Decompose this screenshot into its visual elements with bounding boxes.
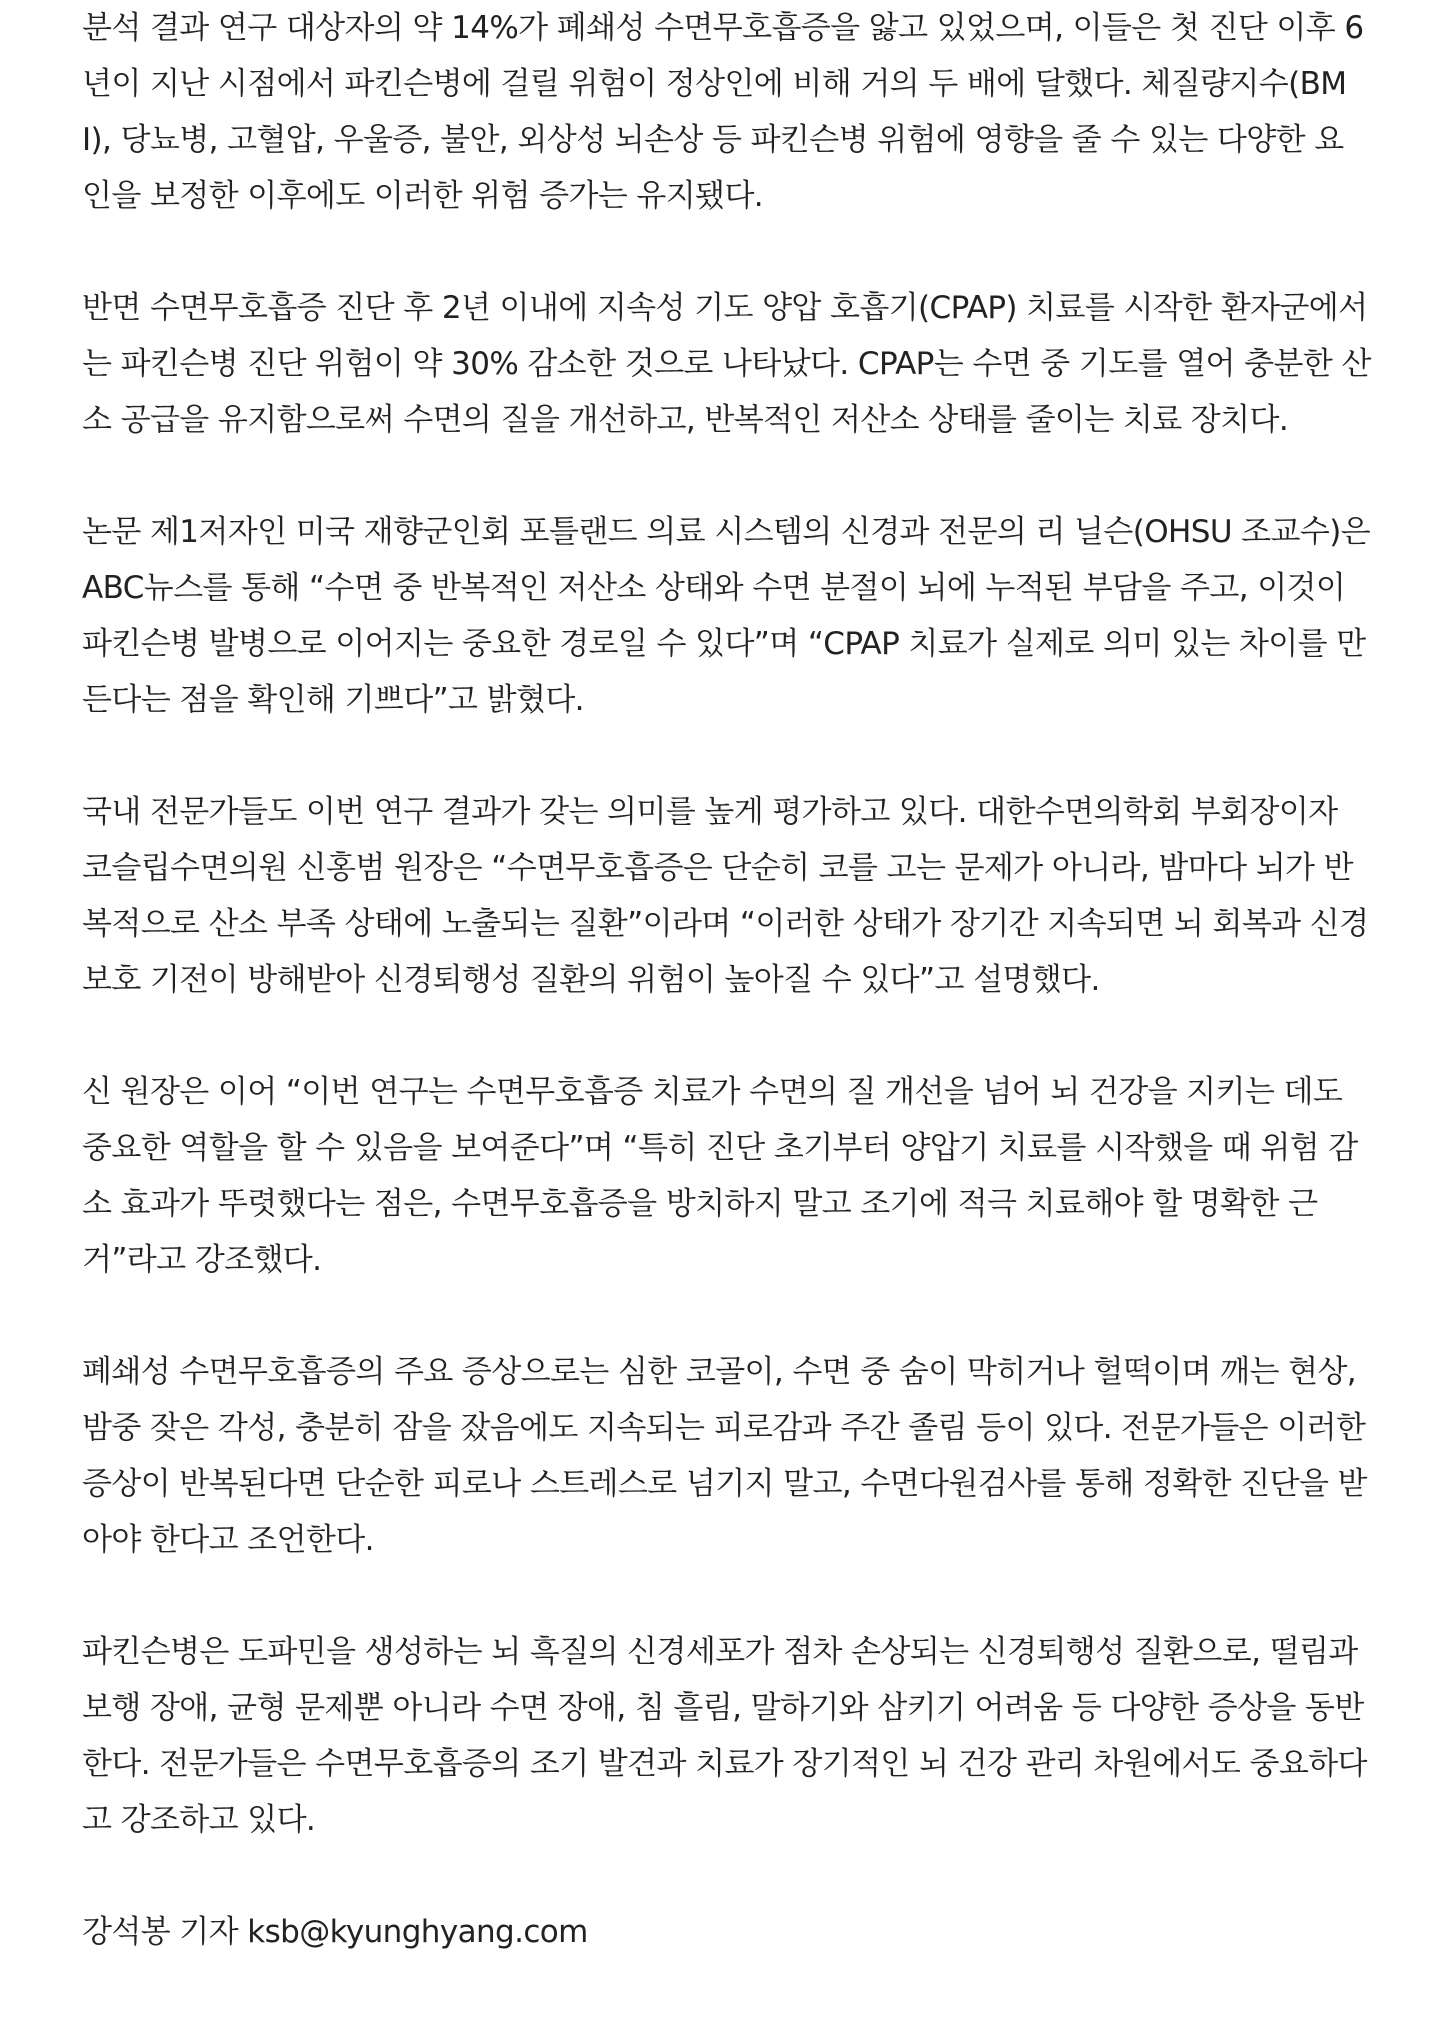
article-paragraph: 파킨슨병은 도파민을 생성하는 뇌 흑질의 신경세포가 점차 손상되는 신경퇴행성 질환으로, 떨림과 보행 장애, 균형 문제뿐 아니라 수면 장애, 침 흘림, 말하기와 삼키기 어려움 등 다양한 증상을 동반한다. 전문가들은 수면무호흡증의 조기 발견과 치료가 장기적인 뇌 건강 관리 차원에서도 중요하다고 강조하고 있다. — [82, 1634, 1367, 1838]
article-body — [82, 0, 1372, 1960]
article-paragraph: 신 원장은 이어 “이번 연구는 수면무호흡증 치료가 수면의 질 개선을 넘어 뇌 건강을 지키는 데도 중요한 역할을 할 수 있음을 보여준다”며 “특히 진단 초기부터 양압기 치료를 시작했을 때 위험 감소 효과가 뚜렷했다는 점은, 수면무호흡증을 방치하지 말고 조기에 적극 치료해야 할 명확한 근거”라고 강조했다. — [82, 1074, 1358, 1278]
article-paragraph: 국내 전문가들도 이번 연구 결과가 갖는 의미를 높게 평가하고 있다. 대한수면의학회 부회장이자 코슬립수면의원 신홍범 원장은 “수면무호흡증은 단순히 코를 고는 문제가 아니라, 밤마다 뇌가 반복적으로 산소 부족 상태에 노출되는 질환”이라며 “이러한 상태가 장기간 지속되면 뇌 회복과 신경 보호 기전이 방해받아 신경퇴행성 질환의 위험이 높아질 수 있다”고 설명했다. — [82, 794, 1369, 998]
reporter-byline: 강석봉 기자 ksb@kyunghyang.com — [82, 1914, 588, 1950]
article-paragraph: 폐쇄성 수면무호흡증의 주요 증상으로는 심한 코골이, 수면 중 숨이 막히거나 헐떡이며 깨는 현상, 밤중 잦은 각성, 충분히 잠을 잤음에도 지속되는 피로감과 주간 졸림 등이 있다. 전문가들은 이러한 증상이 반복된다면 단순한 피로나 스트레스로 넘기지 말고, 수면다원검사를 통해 정확한 진단을 받아야 한다고 조언한다. — [82, 1354, 1367, 1558]
article-paragraph: 분석 결과 연구 대상자의 약 14%가 폐쇄성 수면무호흡증을 앓고 있었으며, 이들은 첫 진단 이후 6년이 지난 시점에서 파킨슨병에 걸릴 위험이 정상인에 비해 거의 두 배에 달했다. 체질량지수(BMI), 당뇨병, 고혈압, 우울증, 불안, 외상성 뇌손상 등 파킨슨병 위험에 영향을 줄 수 있는 다양한 요인을 보정한 이후에도 이러한 위험 증가는 유지됐다. — [82, 10, 1364, 214]
article-paragraph: 반면 수면무호흡증 진단 후 2년 이내에 지속성 기도 양압 호흡기(CPAP) 치료를 시작한 환자군에서는 파킨슨병 진단 위험이 약 30% 감소한 것으로 나타났다. CPAP는 수면 중 기도를 열어 충분한 산소 공급을 유지함으로써 수면의 질을 개선하고, 반복적인 저산소 상태를 줄이는 치료 장치다. — [82, 290, 1371, 438]
article-paragraph: 논문 제1저자인 미국 재향군인회 포틀랜드 의료 시스템의 신경과 전문의 리 닐슨(OHSU 조교수)은 ABC뉴스를 통해 “수면 중 반복적인 저산소 상태와 수면 분절이 뇌에 누적된 부담을 주고, 이것이 파킨슨병 발병으로 이어지는 중요한 경로일 수 있다”며 “CPAP 치료가 실제로 의미 있는 차이를 만든다는 점을 확인해 기쁘다”고 밝혔다. — [82, 514, 1371, 718]
